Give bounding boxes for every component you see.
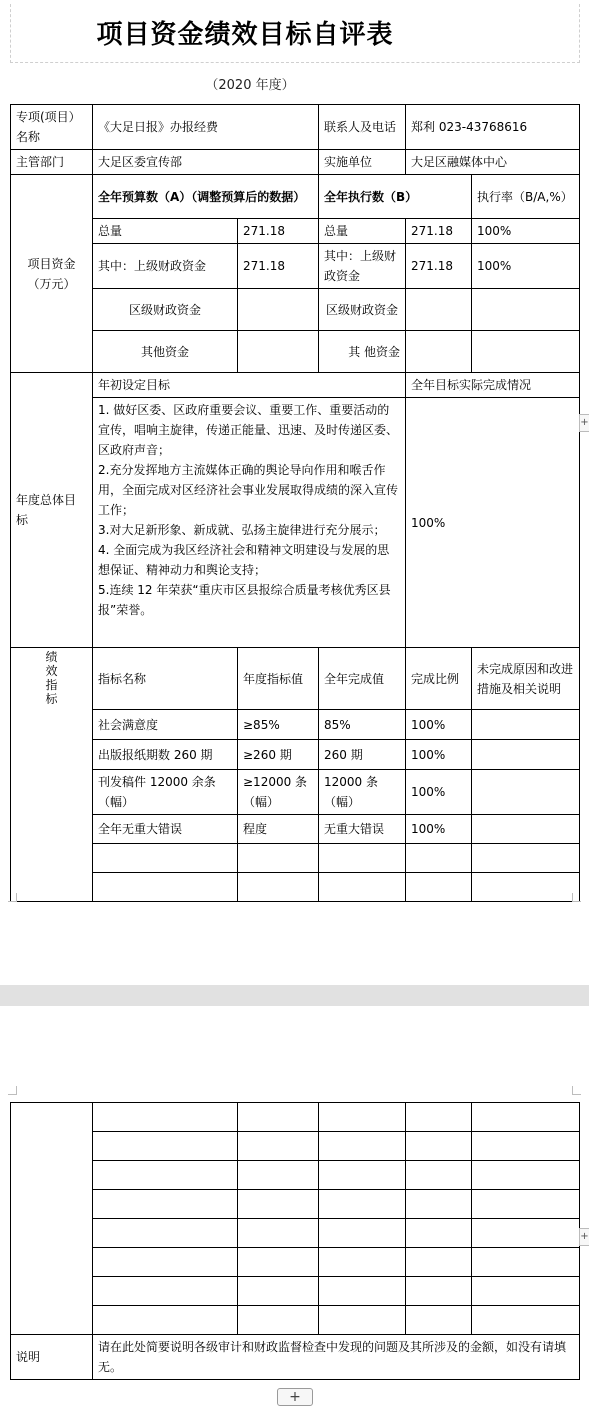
dept-label: 主管部门 bbox=[11, 150, 93, 175]
indicator-note bbox=[472, 710, 580, 740]
goal-item: 1. 做好区委、区政府重要会议、重要工作、重要活动的宣传，唱响主旋律，传递正能量、迅速、及时传递区委、区政府声音； bbox=[98, 403, 399, 457]
page-corner-mark bbox=[8, 893, 17, 902]
side-add-icon[interactable]: + bbox=[579, 414, 589, 432]
indicator-header: 指标名称 bbox=[93, 648, 238, 710]
goals-actual-header: 全年目标实际完成情况 bbox=[406, 373, 580, 398]
indicator-row bbox=[11, 710, 580, 740]
indicator-row bbox=[11, 740, 580, 770]
row-funds-header bbox=[11, 175, 580, 219]
indicator-target: 程度 bbox=[238, 815, 319, 844]
fund-row-rate: 100% bbox=[472, 244, 580, 289]
fund-row-rate bbox=[472, 289, 580, 331]
fund-row-exec-label: 总量 bbox=[319, 219, 406, 244]
add-row-button[interactable]: + bbox=[277, 1388, 313, 1406]
side-add-icon[interactable]: + bbox=[579, 1228, 589, 1246]
performance-table-continued bbox=[10, 1102, 580, 1380]
row-funds-upper bbox=[11, 244, 580, 289]
contact-label: 联系人及电话 bbox=[319, 105, 406, 150]
goal-item: 2.充分发挥地方主流媒体正确的舆论导向作用和喉舌作用，全面完成对区经济社会事业发展取得成绩的深入宣传工作； bbox=[98, 463, 399, 517]
row-funds-other bbox=[11, 331, 580, 373]
indicator-row-empty bbox=[11, 1161, 580, 1190]
page-title: 项目资金绩效目标自评表 bbox=[96, 20, 394, 50]
indicator-row-empty bbox=[11, 873, 580, 902]
indicator-row-empty bbox=[11, 1190, 580, 1219]
indicator-row bbox=[11, 815, 580, 844]
indicator-header: 全年完成值 bbox=[319, 648, 406, 710]
indicators-continued-label bbox=[11, 1103, 93, 1335]
indicator-note bbox=[472, 740, 580, 770]
fund-row-exec bbox=[406, 331, 472, 373]
fund-row-label: 其中：上级财政资金 bbox=[93, 244, 238, 289]
indicator-note bbox=[472, 815, 580, 844]
fund-row-label: 其他资金 bbox=[93, 331, 238, 373]
indicator-row-empty bbox=[11, 1132, 580, 1161]
fund-row-budget bbox=[238, 289, 319, 331]
indicator-header: 年度指标值 bbox=[238, 648, 319, 710]
document-page-2 bbox=[0, 1006, 589, 1425]
unit-value: 大足区融媒体中心 bbox=[406, 150, 580, 175]
indicator-name: 刊发稿件 12000 余条（幅） bbox=[93, 770, 238, 815]
row-project-name bbox=[11, 105, 580, 150]
goals-actual-value: 100% bbox=[406, 398, 580, 648]
indicator-actual: 12000 条（幅） bbox=[319, 770, 406, 815]
fund-row-rate bbox=[472, 331, 580, 373]
fund-row-exec-label: 区级财政资金 bbox=[319, 289, 406, 331]
indicator-ratio: 100% bbox=[406, 770, 472, 815]
fund-row-budget: 271.18 bbox=[238, 244, 319, 289]
indicator-row-empty bbox=[11, 1277, 580, 1306]
goal-item: 5.连续 12 年荣获“重庆市区县报综合质量考核优秀区县报”荣誉。 bbox=[98, 583, 391, 617]
notes-label: 说明 bbox=[11, 1335, 93, 1380]
indicator-ratio: 100% bbox=[406, 710, 472, 740]
row-goals-header bbox=[11, 373, 580, 398]
indicator-note bbox=[472, 770, 580, 815]
row-department bbox=[11, 150, 580, 175]
unit-label: 实施单位 bbox=[319, 150, 406, 175]
fund-row-rate: 100% bbox=[472, 219, 580, 244]
goals-initial-header: 年初设定目标 bbox=[93, 373, 406, 398]
project-name-value: 《大足日报》办报经费 bbox=[93, 105, 319, 150]
performance-table bbox=[10, 104, 580, 902]
row-goals-content bbox=[11, 398, 580, 648]
goal-item: 4. 全面完成为我区经济社会和精神文明建设与发展的思想保证、精神动力和舆论支持； bbox=[98, 543, 390, 577]
indicator-actual: 85% bbox=[319, 710, 406, 740]
notes-text: 请在此处简要说明各级审计和财政监督检查中发现的问题及其所涉及的金额，如没有请填无。 bbox=[93, 1335, 580, 1380]
indicator-row bbox=[11, 770, 580, 815]
indicator-name: 社会满意度 bbox=[93, 710, 238, 740]
indicator-row-empty bbox=[11, 1219, 580, 1248]
indicator-ratio: 100% bbox=[406, 740, 472, 770]
page-gap bbox=[0, 985, 589, 1006]
goals-label: 年度总体目标 bbox=[11, 373, 93, 648]
indicator-name: 出版报纸期数 260 期 bbox=[93, 740, 238, 770]
exec-header: 全年执行数（B） bbox=[319, 175, 472, 219]
goals-list bbox=[93, 398, 406, 648]
indicator-row-empty bbox=[11, 1248, 580, 1277]
fund-row-exec: 271.18 bbox=[406, 219, 472, 244]
fund-row-budget bbox=[238, 331, 319, 373]
indicator-actual: 无重大错误 bbox=[319, 815, 406, 844]
fund-row-label: 区级财政资金 bbox=[93, 289, 238, 331]
indicator-target: ≥85% bbox=[238, 710, 319, 740]
indicator-header: 完成比例 bbox=[406, 648, 472, 710]
indicator-target: ≥260 期 bbox=[238, 740, 319, 770]
row-funds-total bbox=[11, 219, 580, 244]
row-notes bbox=[11, 1335, 580, 1380]
fund-row-exec-label: 其 他资金 bbox=[319, 331, 406, 373]
indicator-ratio: 100% bbox=[406, 815, 472, 844]
page-corner-mark bbox=[572, 1086, 581, 1095]
fund-row-exec: 271.18 bbox=[406, 244, 472, 289]
budget-header: 全年预算数（A）（调整预算后的数据） bbox=[93, 175, 319, 219]
report-year: （2020 年度） bbox=[205, 78, 295, 93]
project-name-label: 专项(项目）名称 bbox=[11, 105, 93, 150]
contact-value: 郑利 023-43768616 bbox=[406, 105, 580, 150]
indicator-name: 全年无重大错误 bbox=[93, 815, 238, 844]
indicator-row-empty bbox=[11, 1103, 580, 1132]
indicators-label bbox=[11, 648, 93, 902]
fund-row-budget: 271.18 bbox=[238, 219, 319, 244]
funds-label: 项目资金（万元） bbox=[11, 175, 93, 373]
row-funds-district bbox=[11, 289, 580, 331]
goal-item: 3.对大足新形象、新成就、弘扬主旋律进行充分展示； bbox=[98, 523, 386, 537]
indicator-actual: 260 期 bbox=[319, 740, 406, 770]
dept-value: 大足区委宣传部 bbox=[93, 150, 319, 175]
fund-row-label: 总量 bbox=[93, 219, 238, 244]
fund-row-exec-label: 其中：上级财政资金 bbox=[319, 244, 406, 289]
page-corner-mark bbox=[572, 893, 581, 902]
page-corner-mark bbox=[8, 1086, 17, 1095]
indicator-header: 未完成原因和改进措施及相关说明 bbox=[472, 648, 580, 710]
indicator-row-empty bbox=[11, 1306, 580, 1335]
indicator-target: ≥12000 条（幅） bbox=[238, 770, 319, 815]
indicators-label-text: 绩效指标 bbox=[45, 650, 58, 706]
indicator-row-empty bbox=[11, 844, 580, 873]
fund-row-exec bbox=[406, 289, 472, 331]
row-indicator-header bbox=[11, 648, 580, 710]
rate-header: 执行率（B/A,%） bbox=[472, 175, 580, 219]
